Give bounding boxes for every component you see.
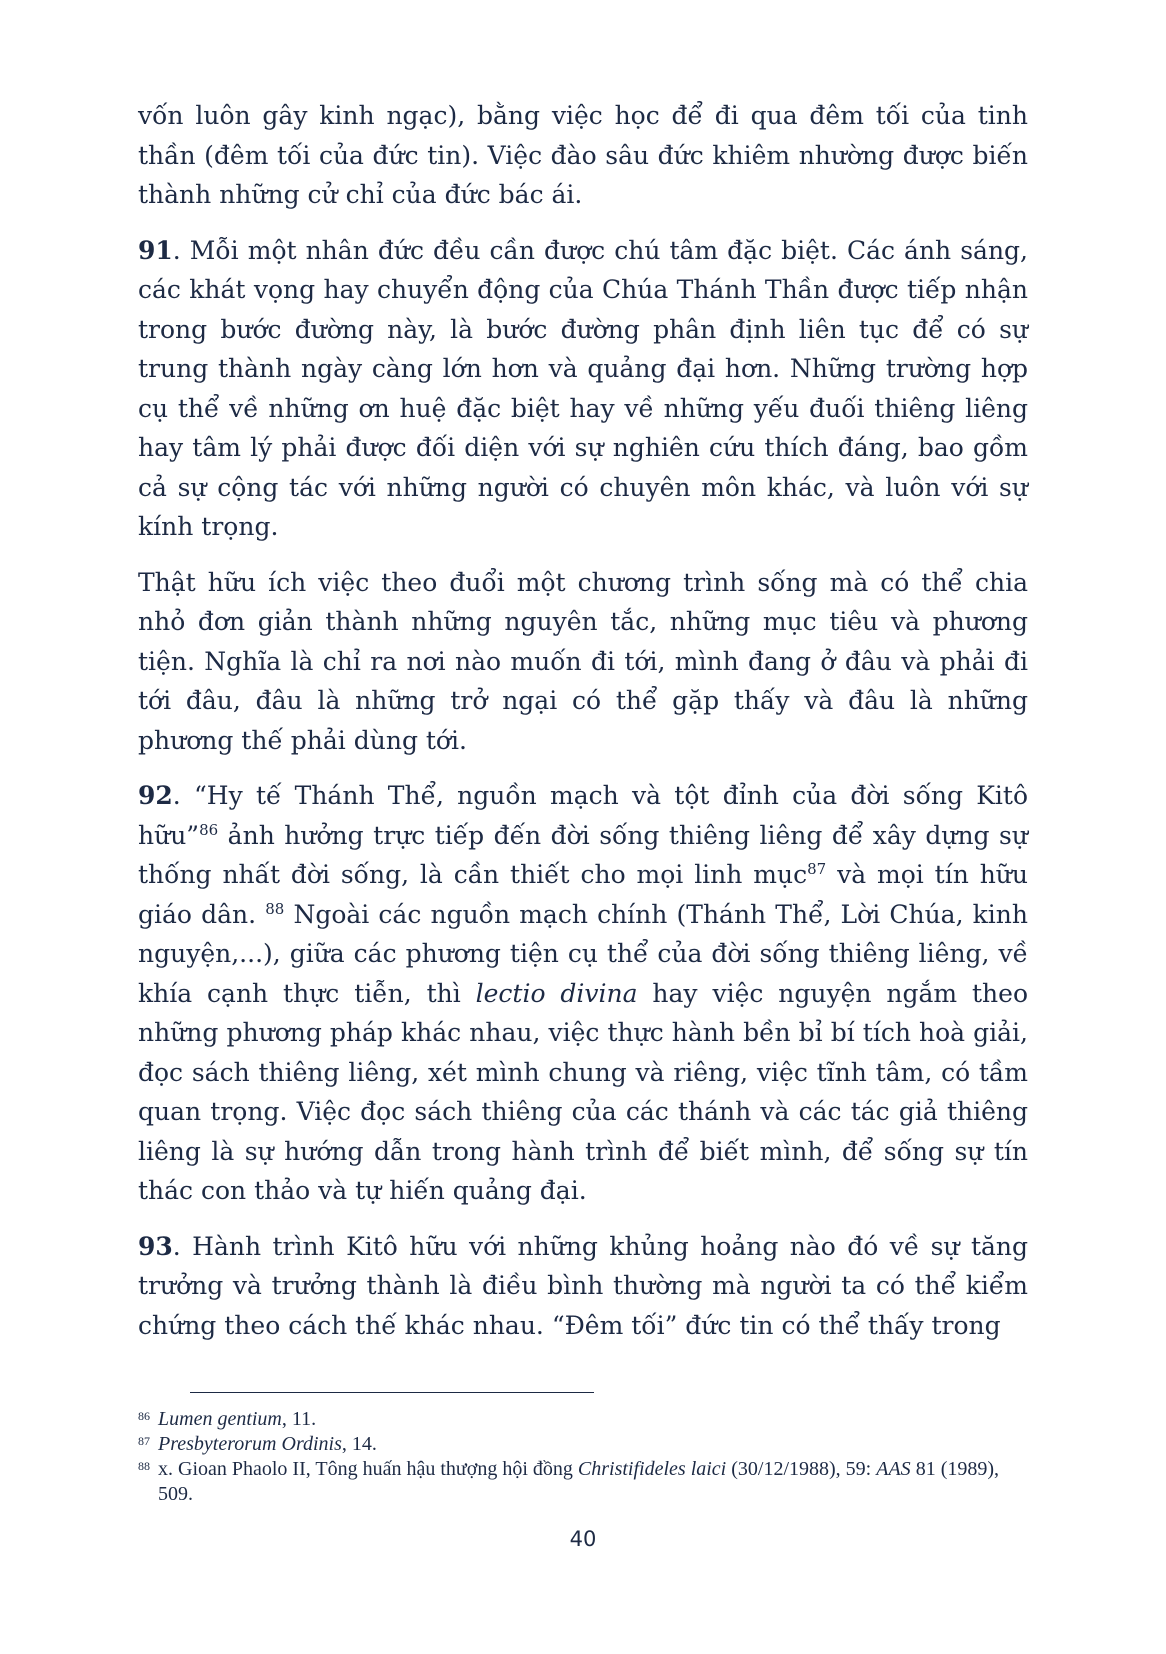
footnote-title: Presbyterorum Ordinis [158,1433,342,1455]
body-text [138,96,1028,1361]
footnote-text: , 11. [281,1408,317,1430]
paragraph-text: vốn luôn gây kinh ngạc), bằng việc học để đi qua đêm tối của tinh thần (đêm tối của đức tin). Việc đào sâu đức khiêm nhường được biến thành những cử chỉ của đức bác ái. [138,101,1028,209]
footnote-87: 87 Presbyterorum Ordinis, 14. [138,1433,377,1455]
footnote-ref[interactable]: 86 [199,820,219,839]
paragraph-number: 92 [138,781,173,810]
footnotes [138,1407,1028,1507]
paragraph-text: ảnh hưởng trực tiếp đến đời sống thiêng liêng để xây dựng sự thống nhất đời sống, là cần thiết cho mọi linh mục [138,820,1028,889]
footnote-separator [190,1392,594,1393]
footnote-text: (30/12/1988), 59: [726,1458,877,1480]
paragraph-text: . Mỗi một nhân đức đều cần được chú tâm đặc biệt. Các ánh sáng, các khát vọng hay chuyển động của Chúa Thánh Thần được tiếp nhận trong bước đường này, là bước đường phân định liên tục để có sự trung thành ngày càng lớn hơn và quảng đại hơn. Những trường hợp cụ thể về những ơn huệ đặc biệt hay về những yếu đuối thiêng liêng hay tâm lý phải được đối diện với sự nghiên cứu thích đáng, bao gồm cả sự cộng tác với những người có chuyên môn khác, và luôn với sự kính trọng. [138,235,1028,541]
paragraph-text: Thật hữu ích việc theo đuổi một chương trình sống mà có thể chia nhỏ đơn giản thành những nguyên tắc, những mục tiêu và phương tiện. Nghĩa là chỉ ra nơi nào muốn đi tới, mình đang ở đâu và phải đi tới đâu, đâu là những trở ngại có thể gặp thấy và đâu là những phương thế phải dùng tới. [138,567,1028,755]
paragraph-92 [138,776,1028,1211]
paragraph-text: Ngoài các nguồn mạch chính (Thánh Thể, Lời Chúa, kinh nguyện,...), giữa các phương tiện cụ thể của đời sống thiêng liêng, về khía cạnh thực tiễn, thì [138,899,1029,1008]
footnote-ref[interactable]: 87 [807,860,827,878]
page-number: 40 [569,1527,597,1551]
footnote-title: AAS [876,1458,911,1480]
footnote-88: 88 x. Gioan Phaolo II, Tông huấn hậu thượng hội đồng Christifideles laici (30/12/1988), 59: AAS 81 (1989), 509. [138,1458,1000,1505]
footnote-text: 81 (1989), 509. [158,1458,1000,1505]
footnote-text: , 14. [341,1433,377,1455]
paragraph-number: 93 [138,1231,173,1261]
paragraph-91 [138,231,1028,547]
paragraph-text: . Hành trình Kitô hữu với những khủng hoảng nào đó về sự tăng trưởng và trưởng thành là điều bình thường mà người ta có thể kiểm chứng theo cách thế khác nhau. “Đêm tối” đức tin có thể thấy trong [138,1231,1028,1340]
paragraph-93 [138,1227,1028,1346]
footnote-text: x. Gioan Phaolo II, Tông huấn hậu thượng hội đồng [158,1458,578,1480]
paragraph-number: 91 [138,235,173,265]
paragraph-91-continued [138,563,1028,761]
italic-term: lectio divina [475,978,638,1008]
paragraph-text: hay việc nguyện ngắm theo những phương pháp khác nhau, việc thực hành bền bỉ bí tích hoà giải, đọc sách thiêng liêng, xét mình chung và riêng, việc tĩnh tâm, có tầm quan trọng. Việc đọc sách thiêng của các thánh và các tác giả thiêng liêng là sự hướng dẫn trong hành trình để biết mình, để sống sự tín thác con thảo và tự hiến quảng đại. [138,978,1028,1205]
footnote-ref[interactable]: 88 [265,899,285,918]
footnote-title: Christifideles laici [577,1458,727,1480]
paragraph-text: và mọi tín hữu giáo dân. [138,860,1028,929]
footnote-86: 86 Lumen gentium, 11. [138,1408,317,1430]
paragraph-continuation [138,96,1028,215]
footnote-title: Lumen gentium [158,1408,282,1430]
paragraph-text: . “Hy tế Thánh Thể, nguồn mạch và tột đỉnh của đời sống Kitô hữu” [138,781,1028,850]
